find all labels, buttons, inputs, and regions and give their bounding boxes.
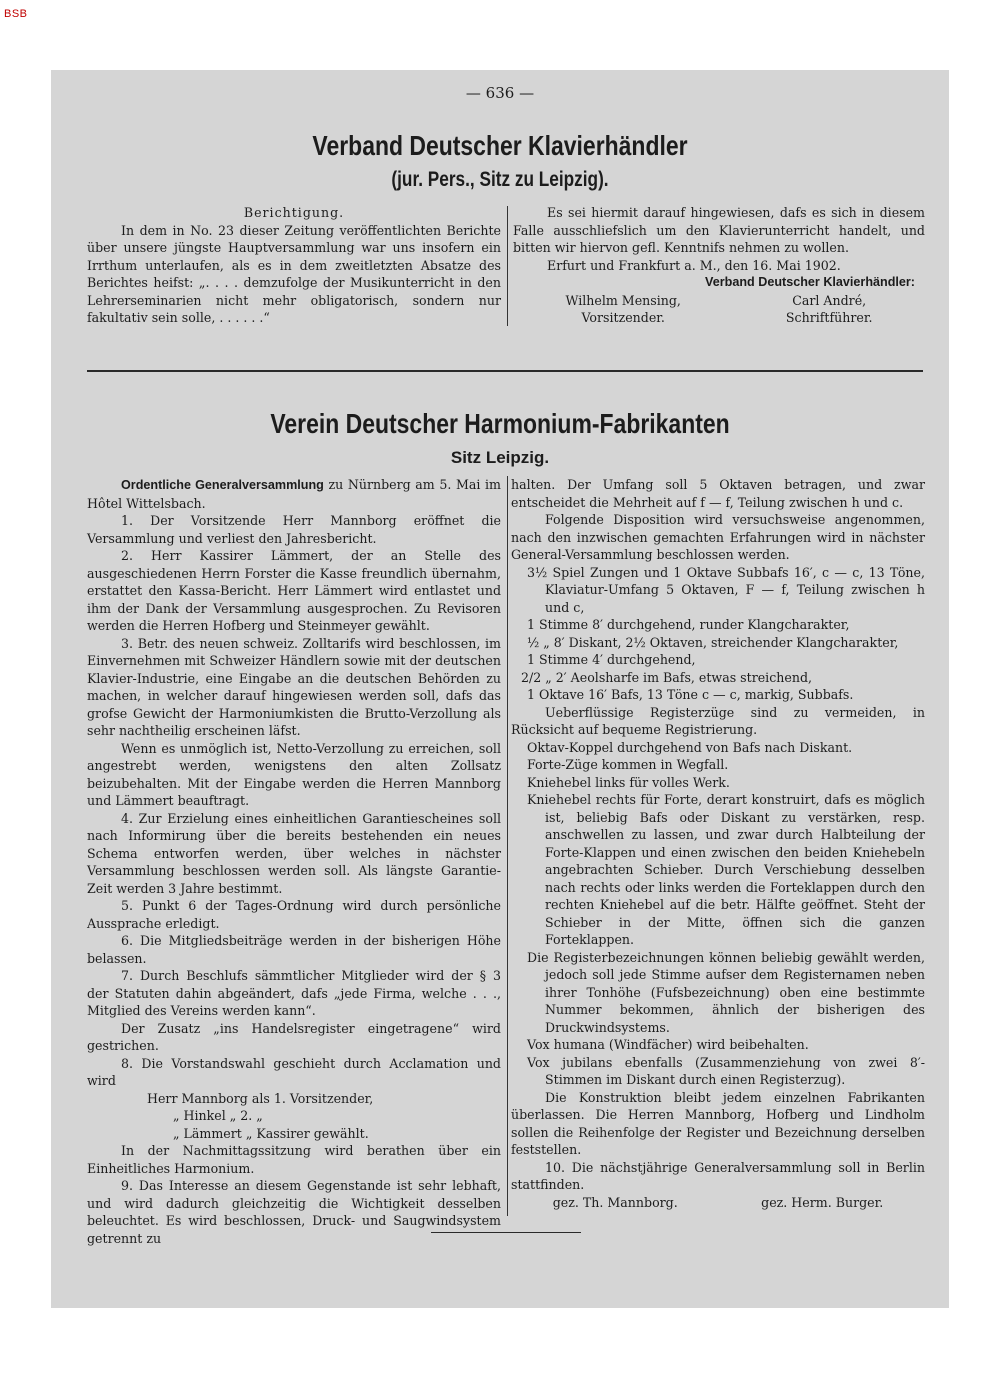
disposition-5: 2/2 „ 2′ Aeolsharfe im Bafs, etwas streichend,: [521, 669, 813, 685]
right-para-9: Vox humana (Windfächer) wird beibehalten.: [527, 1037, 809, 1052]
disposition-6: 1 Oktave 16′ Bafs, 13 Töne c — c, markig, Subbafs.: [527, 687, 854, 702]
section2-right-column: [511, 476, 925, 1211]
signatory-2-name: Carl André,: [792, 292, 867, 308]
section2-title: Verein Deutscher Harmonium-Fabrikanten: [270, 408, 730, 439]
library-watermark: BSB: [4, 8, 28, 20]
section2-left-column: [87, 476, 501, 1247]
column-divider-1: [507, 206, 508, 326]
notice-org: Verband Deutscher Klavierhändler:: [705, 275, 915, 289]
notice-text: Es sei hiermit darauf hingewiesen, dafs es sich in diesem Falle ausschliefslich um den Klavierunterricht handelt, und bitten wir hiervon gefl. Kenntnifs nehmen zu wollen.: [513, 205, 925, 255]
disposition-4: 1 Stimme 4′ durchgehend,: [527, 652, 696, 667]
item-8-line-b: „ Hinkel „ 2. „: [173, 1108, 263, 1123]
right-para-8: Die Registerbezeichnungen können beliebig gewählt werden, jedoch soll jede Stimme aufser dem Registernamen neben ihrer Tonhöhe (Fufsbezeichnung) oben eine bestimmte Nummer bekommen, ähnlich der bisherigen des Druckwindsystems.: [527, 949, 925, 1035]
signatory-1-role: Vorsitzender.: [581, 310, 665, 325]
item-7: 7. Durch Beschlufs sämmtlicher Mitglieder wird der § 3 der Statuten dahin abgeändert, dafs „jede Firma, welche . . ., Mitglied des Vereins werden kann“.: [87, 968, 501, 1018]
item-8-afternoon: In der Nachmittagssitzung wird berathen über ein Einheitliches Harmonium.: [87, 1143, 501, 1176]
signature-mannborg: gez. Th. Mannborg.: [552, 1194, 678, 1210]
signatory-2-role: Schriftführer.: [785, 310, 873, 325]
meeting-intro-rest: zu Nürnberg am 5. Mai im Hôtel Wittelsbach.: [87, 477, 501, 511]
right-para-6: Kniehebel links für volles Werk.: [527, 774, 730, 790]
disposition-3: ½ „ 8′ Diskant, 2½ Oktaven, streichender Klangcharakter,: [527, 634, 899, 650]
end-rule: [431, 1232, 581, 1233]
disposition-1: 3½ Spiel Zungen und 1 Oktave Subbafs 16′, c — c, 13 Töne, Klaviatur-Umfang 5 Oktaven, F — f, Teilung zwischen h und c,: [527, 564, 925, 615]
signatory-1-name: Wilhelm Mensing,: [565, 292, 681, 308]
item-8: 8. Die Vorstandswahl geschieht durch Acclamation und wird: [87, 1055, 501, 1088]
item-3-continued: Wenn es unmöglich ist, Netto-Verzollung zu erreichen, soll angestrebt werden, wenigstens den alten Zollsatz beizubehalten. Mit der Eingabe werden die Herren Mannborg und Lämmert beauftragt.: [87, 740, 501, 808]
section1-right-column: [513, 204, 925, 327]
notice-date: Erfurt und Frankfurt a. M., den 16. Mai 1902.: [547, 257, 841, 273]
section2-subtitle: Sitz Leipzig.: [450, 448, 550, 467]
disposition-2: 1 Stimme 8′ durchgehend, runder Klangcharakter,: [527, 617, 850, 632]
item-9: 9. Das Interesse an diesem Gegenstande ist sehr lebhaft, und wird dadurch gleichzeitig die Wichtigkeit desselben beleuchtet. Es wird beschlossen, Druck- und Saugwindsystem getrennt zu: [87, 1178, 501, 1246]
correction-heading: Berichtigung.: [243, 205, 345, 220]
page-number: — 636 —: [465, 84, 535, 102]
item-3: 3. Betr. des neuen schweiz. Zolltarifs wird beschlossen, im Einvernehmen mit Schweizer Händlern sowie mit der deutschen Klavier-Industrie, eine Eingabe an die deutschen Behörden zu machen, in welcher darauf hingewiesen werden soll, dafs das grofse Gewicht der Harmoniumkisten die Brutto-Verzollung als sehr nachtheilig erscheinen läfst.: [87, 635, 501, 738]
meeting-intro: [87, 476, 501, 512]
item-8-line-c: „ Lämmert „ Kassirer gewählt.: [173, 1125, 369, 1141]
signature-burger: gez. Herm. Burger.: [761, 1194, 884, 1210]
meeting-intro-bold: Ordentliche Generalversammlung: [121, 478, 324, 492]
section-separator: [87, 370, 923, 372]
notice-signatures: [513, 292, 925, 327]
item-7-continued: Der Zusatz „ins Handelsregister eingetragene“ wird gestrichen.: [87, 1020, 501, 1053]
right-para-10: Vox jubilans ebenfalls (Zusammenziehung von zwei 8′-Stimmen im Diskant durch einen Registerzug).: [527, 1054, 925, 1087]
item-6: 6. Die Mitgliedsbeiträge werden in der bisherigen Höhe belassen.: [87, 933, 501, 966]
newspaper-page: [51, 70, 949, 1308]
section1-title: Verband Deutscher Klavierhändler: [312, 130, 688, 161]
right-para-11: Die Konstruktion bleibt jedem einzelnen Fabrikanten überlassen. Die Herren Mannborg, Hofberg und Lindholm sollen die Reihenfolge der Register und Bezeichnung derselben feststellen.: [511, 1089, 925, 1157]
right-para-1: halten. Der Umfang soll 5 Oktaven betragen, und zwar entscheidet die Mehrheit auf f — f, Teilung zwischen h und c.: [511, 477, 925, 510]
item-1: 1. Der Vorsitzende Herr Mannborg eröffnet die Versammlung und verliest den Jahresbericht.: [87, 513, 501, 546]
section1-subtitle: (jur. Pers., Sitz zu Leipzig).: [391, 168, 609, 191]
item-2: 2. Herr Kassirer Lämmert, der an Stelle des ausgeschiedenen Herrn Forster die Kasse freundlich übernahm, erstattet den Kassa-Bericht. Herr Lämmert wird entlastet und ihm der Dank der Versammlung ausgesprochen. Zu Revisoren werden die Herren Hofberg und Steinmeyer gewählt.: [87, 548, 501, 633]
section1-left-column: [87, 204, 501, 327]
item-5: 5. Punkt 6 der Tages-Ordnung wird durch persönliche Aussprache erledigt.: [87, 898, 501, 931]
right-para-2: Folgende Disposition wird versuchsweise angenommen, nach den inzwischen gemachten Erfahrungen wird in nächster General-Versammlung beschlossen werden.: [511, 512, 925, 562]
column-divider-2: [507, 476, 508, 1216]
right-para-4: Oktav-Koppel durchgehend von Bafs nach Diskant.: [527, 739, 853, 755]
right-para-5: Forte-Züge kommen in Wegfall.: [527, 757, 729, 772]
right-para-3: Ueberflüssige Registerzüge sind zu vermeiden, in Rücksicht auf bequeme Registrierung.: [511, 704, 925, 737]
right-para-7: Kniehebel rechts für Forte, derart konstruirt, dafs es möglich ist, beliebig Bafs oder Diskant zu verstärken, resp. anschwellen zu lassen, und zwar durch Halbteilung der Forte-Klappen und einen zwischen den beiden Kniehebeln angebrachten Schieber. Durch Verschiebung desselben nach rechts oder links werden die Forteklappen durch den rechten Kniehebel auf die betr. Hälfte geöffnet. Steht der Schieber in der Mitte, öffnen sich die ganzen Forteklappen.: [527, 792, 925, 947]
meeting-signatures: [511, 1194, 925, 1212]
item-4: 4. Zur Erzielung eines einheitlichen Garantiescheines soll nach Informirung über die bereits bestehenden ein neues Schema entworfen werden, über welches in nächster Versammlung beschlossen werden soll. Als längste Garantie-Zeit werden 3 Jahre bestimmt.: [87, 810, 501, 896]
item-8-line-a: Herr Mannborg als 1. Vorsitzender,: [147, 1090, 374, 1106]
correction-text: In dem in No. 23 dieser Zeitung veröffentlichten Berichte über unsere jüngste Hauptversammlung war uns insofern ein Irrthum unterlaufen, als es in dem zweitletzten Absatze des Berichtes heifst: „. . . . demzufolge der Musikunterricht in den Lehrerseminarien nicht mehr obligatorisch, sondern nur fakultativ sein solle, . . . . . .“: [87, 222, 501, 325]
right-para-12: 10. Die nächstjährige Generalversammlung soll in Berlin stattfinden.: [511, 1159, 925, 1192]
